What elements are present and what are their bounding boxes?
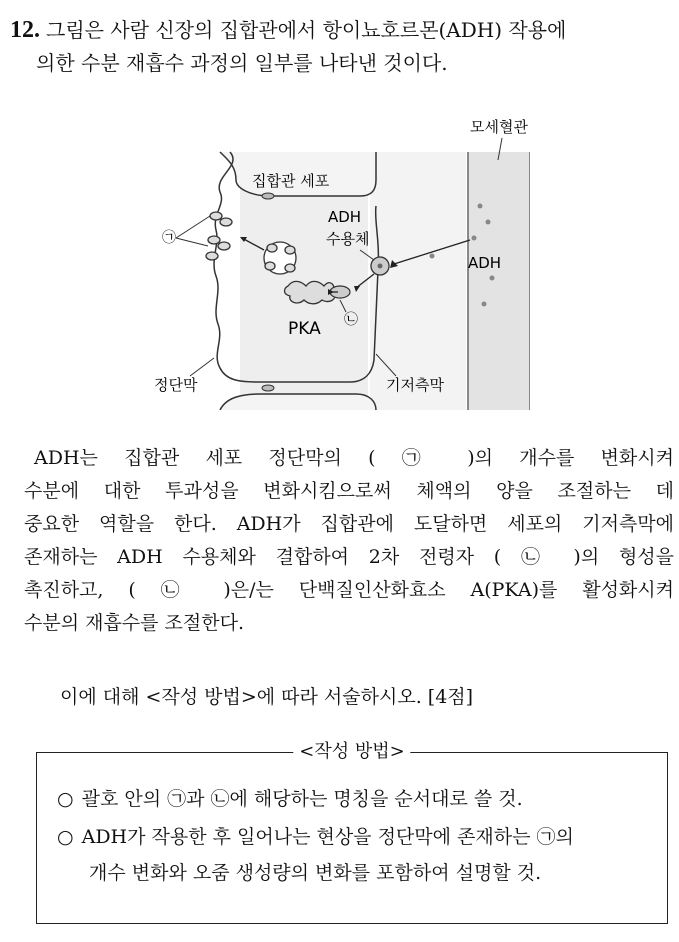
pka-label: PKA: [288, 319, 321, 339]
interstitial-space: [370, 152, 466, 410]
collecting-duct-figure: [150, 110, 530, 410]
question-text-1: 그림은 사람 신장의 집합관에서 항이뇨호르몬(ADH) 작용에: [46, 18, 567, 42]
adh-label: ADH: [468, 254, 502, 272]
method-item-1-text: 괄호 안의 ㉠과 ㉡에 해당하는 명칭을 순서대로 쓸 것.: [81, 788, 523, 810]
method-box: [36, 741, 668, 924]
paragraph-line: ADH는 집합관 세포 정단막의 ( ㉠ )의 개수를 변화시켜: [34, 447, 674, 469]
apical-label: 정단막: [154, 376, 198, 394]
bullet-icon: ○: [57, 826, 74, 848]
method-item-2: [57, 821, 574, 853]
receptor-bound-adh: [378, 264, 383, 269]
capillary-lumen: [468, 152, 530, 410]
aquaporin-vesicle: [264, 242, 296, 274]
basolateral-label: 기저측막: [386, 376, 444, 394]
receptor-label-2: 수용체: [326, 230, 370, 248]
paragraph-line: 수분의 재흡수를 조절한다.: [24, 612, 245, 634]
bullet-icon: ○: [57, 788, 74, 810]
marker-a-label: ㉠: [162, 230, 176, 246]
lower-cell-outline: [220, 394, 376, 410]
question-number: 12.: [10, 17, 40, 43]
instruction-prompt: 이에 대해 <작성 방법>에 따라 서술하시오. [4점]: [60, 686, 474, 708]
question-text-2: 의한 수분 재흡수 과정의 일부를 나타낸 것이다.: [36, 51, 448, 75]
paragraph-line: 중요한 역할을 한다. ADH가 집합관에 도달하면 세포의 기저측막에: [24, 513, 674, 535]
tubule-lumen: [150, 152, 238, 410]
tight-junction-bottom: [262, 385, 274, 391]
paragraph-line: 존재하는 ADH 수용체와 결합하여 2차 전령자 ( ㉡ )의 형성을: [24, 546, 674, 568]
method-item-2-text: ADH가 작용한 후 일어나는 현상을 정단막에 존재하는 ㉠의: [81, 826, 574, 848]
paragraph-line: 수분에 대한 투과성을 변화시킴으로써 체액의 양을 조절하는 데: [24, 480, 674, 502]
capillary-label: 모세혈관: [470, 118, 528, 136]
method-item-2-continued: 개수 변화와 오줌 생성량의 변화를 포함하여 설명할 것.: [89, 862, 542, 884]
pka-shape: [285, 281, 335, 303]
description-paragraph: [24, 442, 674, 640]
cell-label: 집합관 세포: [252, 172, 330, 190]
marker-b-label: ㉡: [344, 312, 358, 328]
receptor-label-1: ADH: [328, 208, 362, 226]
tight-junction-top: [262, 193, 274, 199]
method-box-title: <작성 방법>: [293, 739, 410, 765]
paragraph-line: 촉진하고, ( ㉡ )은/는 단백질인산화효소 A(PKA)를 활성화시켜: [24, 579, 674, 601]
question-header: [10, 14, 670, 80]
method-item-1: [57, 783, 523, 815]
question-line-1: [10, 14, 670, 47]
